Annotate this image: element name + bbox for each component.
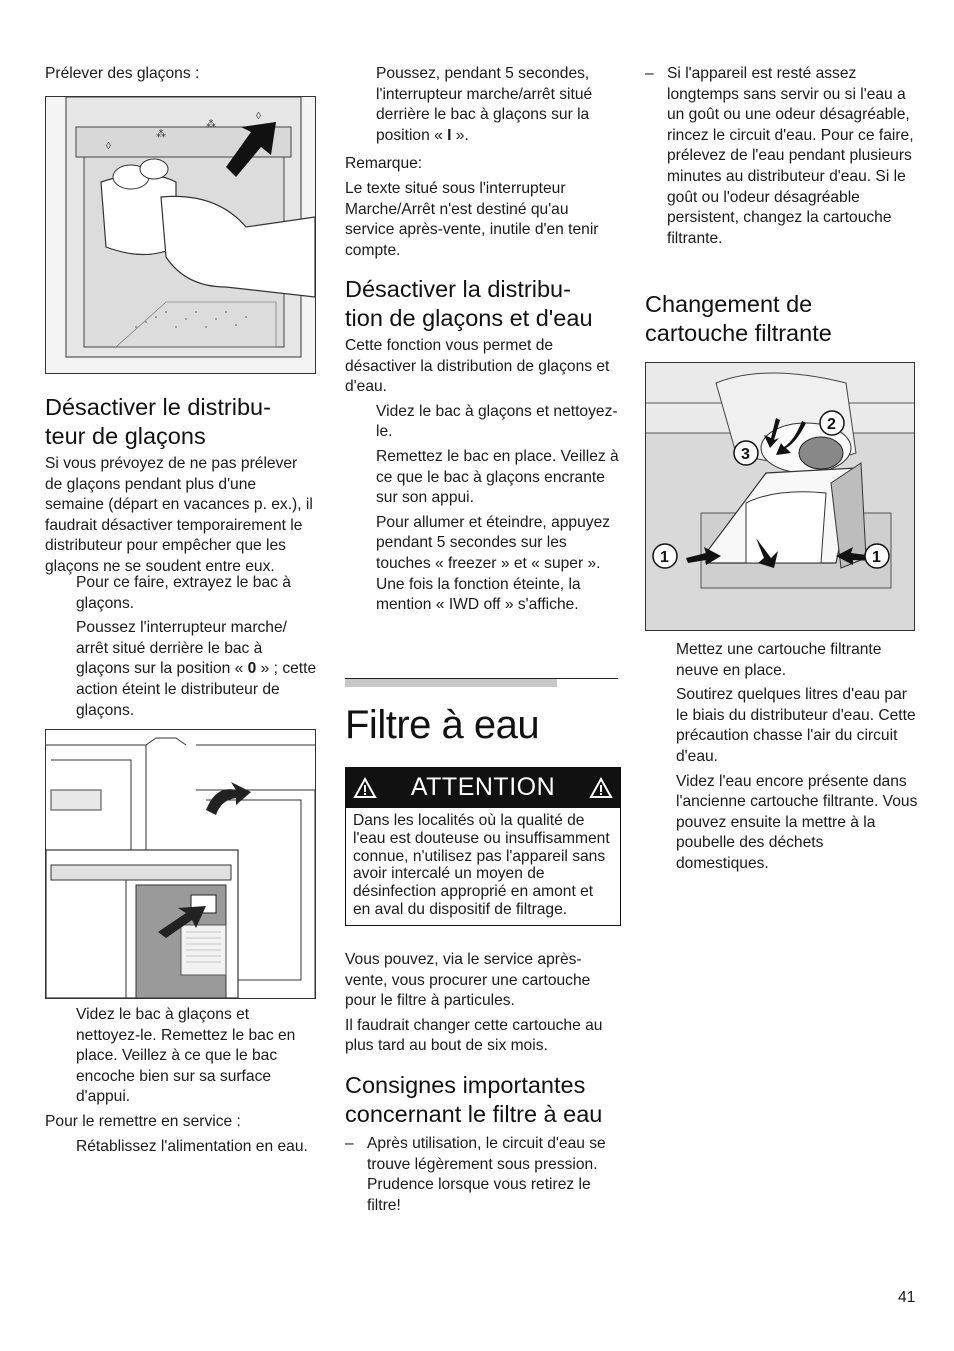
cartridge-step-2: Soutirez quelques litres d'eau par le biais du distributeur d'eau. Cette précaution chasse l'air du circuit d'eau. <box>676 686 916 765</box>
disable-ice-water-step-2: Remettez le bac en place. Veillez à ce que le bac à glaçons encrante sur son appui. <box>376 447 619 507</box>
restart-intro: Pour le remettre en service : <box>45 1112 241 1130</box>
disable-ice-paragraph: Si vous prévoyez de ne pas prélever de glaçons pendant plus d'une semaine (départ en vacances p. ex.), il faudrait désactiver temporairement le distributeur pour empêcher que les glaçons ne se soudent entre eux. <box>45 455 313 575</box>
switch-on-step: Poussez, pendant 5 secondes, l'interrupteur marche/arrêt situé derrière le bac à glaçons sur la position « I ». <box>376 65 593 144</box>
warning-box <box>345 767 621 926</box>
cartridge-step-3: Videz l'eau encore présente dans l'ancienne cartouche filtrante. Vous pouvez ensuite la mettre à la poubelle des déchets domestiques. <box>676 772 918 872</box>
heading-disable-ice-water: Désactiver la distribu- tion de glaçons et d'eau <box>345 276 593 331</box>
heading-important-instructions: Consignes importantes concernant le filtre à eau <box>345 1072 603 1127</box>
svg-text:◊: ◊ <box>256 111 261 122</box>
disable-ice-water-paragraph: Cette fonction vous permet de désactiver la distribution de glaçons et d'eau. <box>345 337 610 396</box>
heading-disable-ice: Désactiver le distribu- teur de glaçons <box>45 394 271 449</box>
ice-intro: Prélever des glaçons : <box>45 65 200 82</box>
remark-text: Le texte situé sous l'interrupteur Marche/Arrêt n'est destiné qu'au service après-vente, inutile d'en tenir compte. <box>345 179 599 259</box>
section-rule-bar <box>345 679 557 687</box>
switch-figure <box>45 729 316 999</box>
warning-text: Dans les localités où la qualité de l'eau est douteuse ou insuffisamment connue, n'utilisez pas l'appareil sans avoir intercalé un moyen de désinfection approprié en amont et en aval du dispositif de filtrage. <box>345 808 621 926</box>
restart-step: Rétablissez l'alimentation en eau. <box>76 1137 308 1155</box>
svg-text:⁂: ⁂ <box>156 129 166 140</box>
dash-marker: – <box>345 1135 354 1152</box>
fig-label-1-left: 1 <box>660 549 669 566</box>
disable-ice-step-2: Poussez l'interrupteur marche/ arrêt situé derrière le bac à glaçons sur la position « 0 » ; cette action éteint le distributeur de glaçons. <box>76 619 317 719</box>
disable-ice-water-step-3: Pour allumer et éteindre, appuyez pendant 5 secondes sur les touches « freezer » et « super ». Une fois la fonction éteinte, la mention « IWD off » s'affiche. <box>376 513 611 614</box>
cartridge-figure <box>645 362 915 631</box>
warning-label: ATTENTION <box>410 773 556 802</box>
svg-text:◊: ◊ <box>106 141 111 152</box>
bullet-rinse-text: Si l'appareil est resté assez longtemps sans servir ou si l'eau a un goût ou une odeur désagréable, rincez le circuit d'eau. Pour ce faire, prélevez de l'eau pendant plusieurs minutes au distributeur d'eau. Si le goût ou l'odeur désagréable persistent, changez la cartouche filtrante. <box>667 65 914 247</box>
remark-label: Remarque: <box>345 155 423 173</box>
bullet-rinse <box>645 64 917 249</box>
bullet-pressure-text: Après utilisation, le circuit d'eau se trouve légèrement sous pression. Prudence lorsque vous retirez le filtre! <box>367 1135 606 1214</box>
page-number: 41 <box>898 1289 916 1306</box>
fig-label-2: 2 <box>827 416 836 433</box>
ice-dispenser-figure <box>45 96 316 374</box>
filter-paragraph-1: Vous pouvez, via le service après-vente, vous procurer une cartouche pour le filtre à particules. <box>345 951 591 1010</box>
svg-text:⁂: ⁂ <box>206 119 216 130</box>
warning-triangle-icon <box>589 777 613 799</box>
fig-label-1-right: 1 <box>872 549 881 566</box>
warning-triangle-icon <box>353 777 377 799</box>
section-title-water-filter: Filtre à eau <box>345 703 540 747</box>
cartridge-step-1: Mettez une cartouche filtrante neuve en place. <box>676 641 882 679</box>
disable-ice-step-3: Videz le bac à glaçons et nettoyez-le. Remettez le bac en place. Veillez à ce que le bac encoche bien sur sa surface d'appui. <box>76 1006 296 1106</box>
disable-ice-water-step-1: Videz le bac à glaçons et nettoyez-le. <box>376 402 618 441</box>
filter-paragraph-2: Il faudrait changer cette cartouche au plus tard au bout de six mois. <box>345 1016 603 1055</box>
bullet-pressure <box>345 1134 620 1216</box>
disable-ice-step-1: Pour ce faire, extrayez le bac à glaçons. <box>76 574 291 612</box>
dash-marker: – <box>645 65 654 82</box>
fig-label-3: 3 <box>741 446 750 463</box>
heading-change-cartridge: Changement de cartouche filtrante <box>645 291 832 346</box>
